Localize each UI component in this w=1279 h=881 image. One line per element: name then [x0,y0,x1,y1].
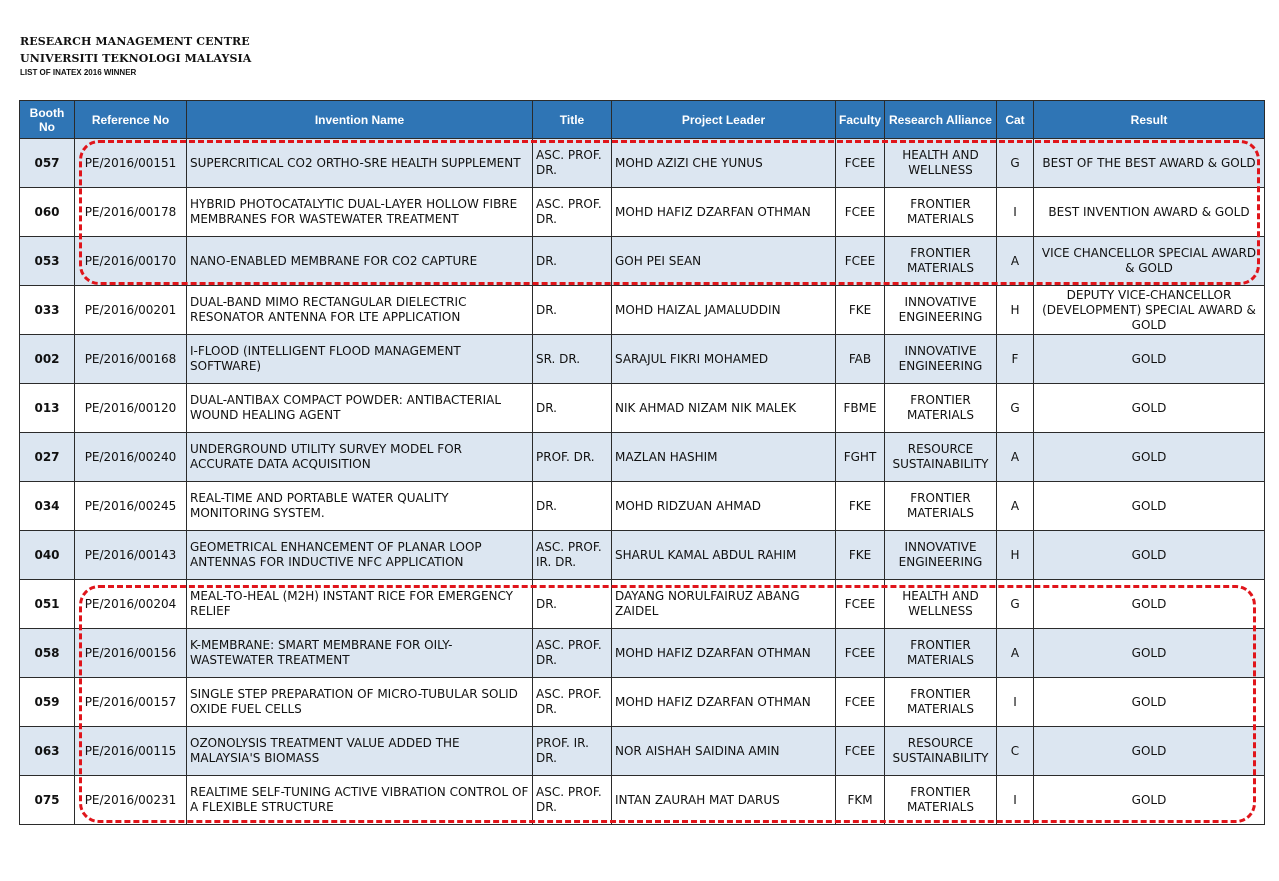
faculty-cell: FCEE [836,678,885,727]
alliance-cell: FRONTIER MATERIALS [885,678,997,727]
booth-cell: 002 [20,335,75,384]
result-cell: GOLD [1034,629,1265,678]
alliance-cell: FRONTIER MATERIALS [885,237,997,286]
table-row [20,531,1265,580]
title-cell: PROF. DR. [533,433,612,482]
invention-cell: NANO-ENABLED MEMBRANE FOR CO2 CAPTURE [187,237,533,286]
table-row [20,580,1265,629]
table-row [20,335,1265,384]
result-cell: GOLD [1034,335,1265,384]
booth-cell: 075 [20,776,75,825]
leader-cell: MOHD HAFIZ DZARFAN OTHMAN [612,629,836,678]
faculty-cell: FCEE [836,237,885,286]
result-cell: GOLD [1034,482,1265,531]
alliance-cell: FRONTIER MATERIALS [885,629,997,678]
faculty-cell: FKE [836,531,885,580]
result-cell: BEST OF THE BEST AWARD & GOLD [1034,139,1265,188]
cat-cell: G [997,139,1034,188]
title-cell: PROF. IR. DR. [533,727,612,776]
leader-cell: GOH PEI SEAN [612,237,836,286]
title-cell: ASC. PROF. DR. [533,678,612,727]
alliance-cell: FRONTIER MATERIALS [885,384,997,433]
cat-cell: I [997,188,1034,237]
alliance-cell: FRONTIER MATERIALS [885,188,997,237]
reference-cell: PE/2016/00157 [75,678,187,727]
reference-cell: PE/2016/00143 [75,531,187,580]
org-name: RESEARCH MANAGEMENT CENTRE [20,35,250,48]
table-row [20,678,1265,727]
cat-cell: A [997,482,1034,531]
table-row [20,139,1265,188]
invention-cell: MEAL-TO-HEAL (M2H) INSTANT RICE FOR EMERGENCY RELIEF [187,580,533,629]
invention-cell: K-MEMBRANE: SMART MEMBRANE FOR OILY-WASTEWATER TREATMENT [187,629,533,678]
title-cell: ASC. PROF. DR. [533,188,612,237]
invention-cell: OZONOLYSIS TREATMENT VALUE ADDED THE MALAYSIA'S BIOMASS [187,727,533,776]
result-cell: GOLD [1034,727,1265,776]
booth-cell: 063 [20,727,75,776]
faculty-cell: FKM [836,776,885,825]
reference-cell: PE/2016/00170 [75,237,187,286]
result-cell: GOLD [1034,531,1265,580]
reference-cell: PE/2016/00168 [75,335,187,384]
document-header [20,33,251,79]
booth-cell: 060 [20,188,75,237]
invention-cell: DUAL-ANTIBAX COMPACT POWDER: ANTIBACTERIAL WOUND HEALING AGENT [187,384,533,433]
title-cell: DR. [533,482,612,531]
invention-cell: SUPERCRITICAL CO2 ORTHO-SRE HEALTH SUPPLEMENT [187,139,533,188]
col-cat: Cat [997,101,1034,139]
leader-cell: MOHD HAFIZ DZARFAN OTHMAN [612,678,836,727]
alliance-cell: RESOURCE SUSTAINABILITY [885,433,997,482]
alliance-cell: HEALTH AND WELLNESS [885,139,997,188]
leader-cell: MOHD RIDZUAN AHMAD [612,482,836,531]
reference-cell: PE/2016/00156 [75,629,187,678]
faculty-cell: FAB [836,335,885,384]
leader-cell: MOHD AZIZI CHE YUNUS [612,139,836,188]
cat-cell: I [997,776,1034,825]
title-cell: DR. [533,580,612,629]
invention-cell: REALTIME SELF-TUNING ACTIVE VIBRATION CONTROL OF A FLEXIBLE STRUCTURE [187,776,533,825]
leader-cell: NIK AHMAD NIZAM NIK MALEK [612,384,836,433]
alliance-cell: INNOVATIVE ENGINEERING [885,286,997,335]
table-row [20,629,1265,678]
col-invention-name: Invention Name [187,101,533,139]
faculty-cell: FGHT [836,433,885,482]
col-research-alliance: Research Alliance [885,101,997,139]
leader-cell: SHARUL KAMAL ABDUL RAHIM [612,531,836,580]
title-cell: DR. [533,286,612,335]
col-faculty: Faculty [836,101,885,139]
alliance-cell: HEALTH AND WELLNESS [885,580,997,629]
reference-cell: PE/2016/00201 [75,286,187,335]
title-cell: ASC. PROF. IR. DR. [533,531,612,580]
table-row [20,286,1265,335]
leader-cell: MOHD HAFIZ DZARFAN OTHMAN [612,188,836,237]
reference-cell: PE/2016/00120 [75,384,187,433]
reference-cell: PE/2016/00115 [75,727,187,776]
booth-cell: 013 [20,384,75,433]
faculty-cell: FCEE [836,629,885,678]
reference-cell: PE/2016/00204 [75,580,187,629]
alliance-cell: INNOVATIVE ENGINEERING [885,531,997,580]
col-result: Result [1034,101,1265,139]
leader-cell: NOR AISHAH SAIDINA AMIN [612,727,836,776]
result-cell: GOLD [1034,678,1265,727]
booth-cell: 040 [20,531,75,580]
title-cell: DR. [533,237,612,286]
result-cell: GOLD [1034,776,1265,825]
reference-cell: PE/2016/00245 [75,482,187,531]
faculty-cell: FKE [836,482,885,531]
col-project-leader: Project Leader [612,101,836,139]
invention-cell: DUAL-BAND MIMO RECTANGULAR DIELECTRIC RESONATOR ANTENNA FOR LTE APPLICATION [187,286,533,335]
booth-cell: 058 [20,629,75,678]
leader-cell: MAZLAN HASHIM [612,433,836,482]
reference-cell: PE/2016/00231 [75,776,187,825]
booth-cell: 033 [20,286,75,335]
header-row [20,101,1265,139]
cat-cell: A [997,433,1034,482]
cat-cell: H [997,531,1034,580]
faculty-cell: FKE [836,286,885,335]
col-title: Title [533,101,612,139]
booth-cell: 027 [20,433,75,482]
title-cell: SR. DR. [533,335,612,384]
invention-cell: UNDERGROUND UTILITY SURVEY MODEL FOR ACCURATE DATA ACQUISITION [187,433,533,482]
cat-cell: G [997,580,1034,629]
col-booth-no: Booth No [20,101,75,139]
list-title: LIST OF INATEX 2016 WINNER [20,68,137,77]
cat-cell: I [997,678,1034,727]
title-cell: ASC. PROF. DR. [533,776,612,825]
invention-cell: I-FLOOD (INTELLIGENT FLOOD MANAGEMENT SOFTWARE) [187,335,533,384]
faculty-cell: FCEE [836,727,885,776]
alliance-cell: INNOVATIVE ENGINEERING [885,335,997,384]
reference-cell: PE/2016/00178 [75,188,187,237]
university-name: UNIVERSITI TEKNOLOGI MALAYSIA [20,52,252,65]
invention-cell: REAL-TIME AND PORTABLE WATER QUALITY MONITORING SYSTEM. [187,482,533,531]
alliance-cell: RESOURCE SUSTAINABILITY [885,727,997,776]
alliance-cell: FRONTIER MATERIALS [885,482,997,531]
result-cell: GOLD [1034,580,1265,629]
cat-cell: C [997,727,1034,776]
booth-cell: 057 [20,139,75,188]
table-row [20,482,1265,531]
cat-cell: G [997,384,1034,433]
result-cell: DEPUTY VICE-CHANCELLOR (DEVELOPMENT) SPECIAL AWARD & GOLD [1034,286,1265,335]
cat-cell: H [997,286,1034,335]
leader-cell: MOHD HAIZAL JAMALUDDIN [612,286,836,335]
title-cell: DR. [533,384,612,433]
faculty-cell: FCEE [836,139,885,188]
invention-cell: GEOMETRICAL ENHANCEMENT OF PLANAR LOOP ANTENNAS FOR INDUCTIVE NFC APPLICATION [187,531,533,580]
faculty-cell: FBME [836,384,885,433]
winners-table [19,100,1265,825]
alliance-cell: FRONTIER MATERIALS [885,776,997,825]
table-row [20,237,1265,286]
cat-cell: A [997,237,1034,286]
title-cell: ASC. PROF. DR. [533,629,612,678]
result-cell: VICE CHANCELLOR SPECIAL AWARD & GOLD [1034,237,1265,286]
table-row [20,776,1265,825]
invention-cell: SINGLE STEP PREPARATION OF MICRO-TUBULAR SOLID OXIDE FUEL CELLS [187,678,533,727]
faculty-cell: FCEE [836,580,885,629]
result-cell: GOLD [1034,433,1265,482]
table-row [20,433,1265,482]
leader-cell: SARAJUL FIKRI MOHAMED [612,335,836,384]
table-row [20,188,1265,237]
table-row [20,384,1265,433]
booth-cell: 034 [20,482,75,531]
leader-cell: DAYANG NORULFAIRUZ ABANG ZAIDEL [612,580,836,629]
booth-cell: 059 [20,678,75,727]
invention-cell: HYBRID PHOTOCATALYTIC DUAL-LAYER HOLLOW FIBRE MEMBRANES FOR WASTEWATER TREATMENT [187,188,533,237]
booth-cell: 053 [20,237,75,286]
reference-cell: PE/2016/00151 [75,139,187,188]
reference-cell: PE/2016/00240 [75,433,187,482]
leader-cell: INTAN ZAURAH MAT DARUS [612,776,836,825]
booth-cell: 051 [20,580,75,629]
faculty-cell: FCEE [836,188,885,237]
table-row [20,727,1265,776]
result-cell: GOLD [1034,384,1265,433]
cat-cell: A [997,629,1034,678]
col-reference-no: Reference No [75,101,187,139]
title-cell: ASC. PROF. DR. [533,139,612,188]
result-cell: BEST INVENTION AWARD & GOLD [1034,188,1265,237]
cat-cell: F [997,335,1034,384]
